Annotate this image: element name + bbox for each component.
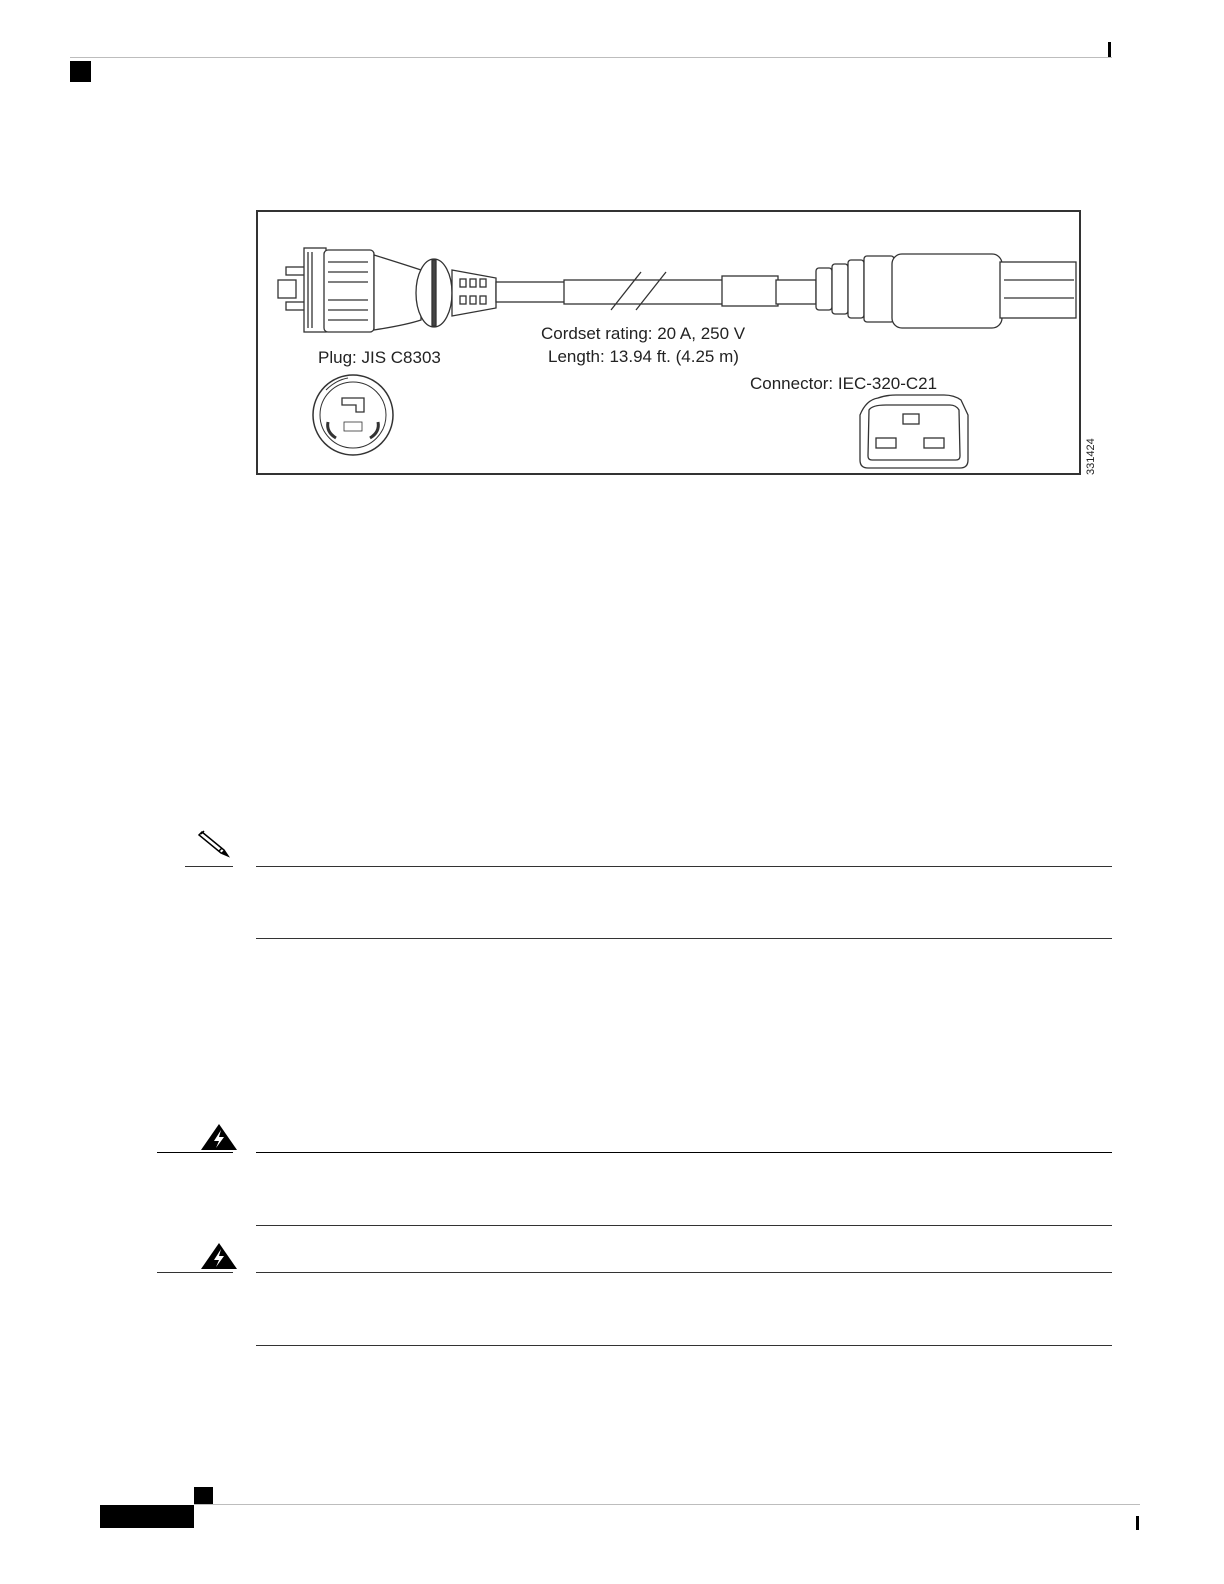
note-bottom-rule [256,938,1112,939]
lightning-warning-icon [199,1241,239,1271]
header-marker [70,61,91,82]
warning-icon-rule [157,1152,233,1153]
warning-bottom-rule [256,1225,1112,1226]
plug-face-drawing [313,375,393,455]
lightning-warning-icon [199,1122,239,1152]
header-tick [1108,42,1111,57]
pencil-note-icon [198,828,238,858]
connector-face-drawing [860,395,968,468]
note-icon-rule [185,866,233,867]
connector-drawing [816,254,1076,328]
length-label: Length: 13.94 ft. (4.25 m) [548,347,739,366]
connector-label: Connector: IEC-320-C21 [750,374,938,393]
header-rule [70,57,1112,58]
footer-page-tab [100,1505,194,1528]
power-cord-figure [256,210,1097,475]
warning-icon-rule [157,1272,233,1273]
footer-marker [194,1487,213,1504]
warning-top-rule [256,1272,1112,1273]
note-top-rule [256,866,1112,867]
warning-bottom-rule [256,1345,1112,1346]
warning-top-rule [256,1152,1112,1153]
cordset-rating-label: Cordset rating: 20 A, 250 V [541,324,746,343]
footer-rule [194,1504,1140,1505]
footer-tick [1136,1516,1139,1530]
figure-id: 331424 [1085,438,1097,475]
plug-label: Plug: JIS C8303 [318,348,441,367]
